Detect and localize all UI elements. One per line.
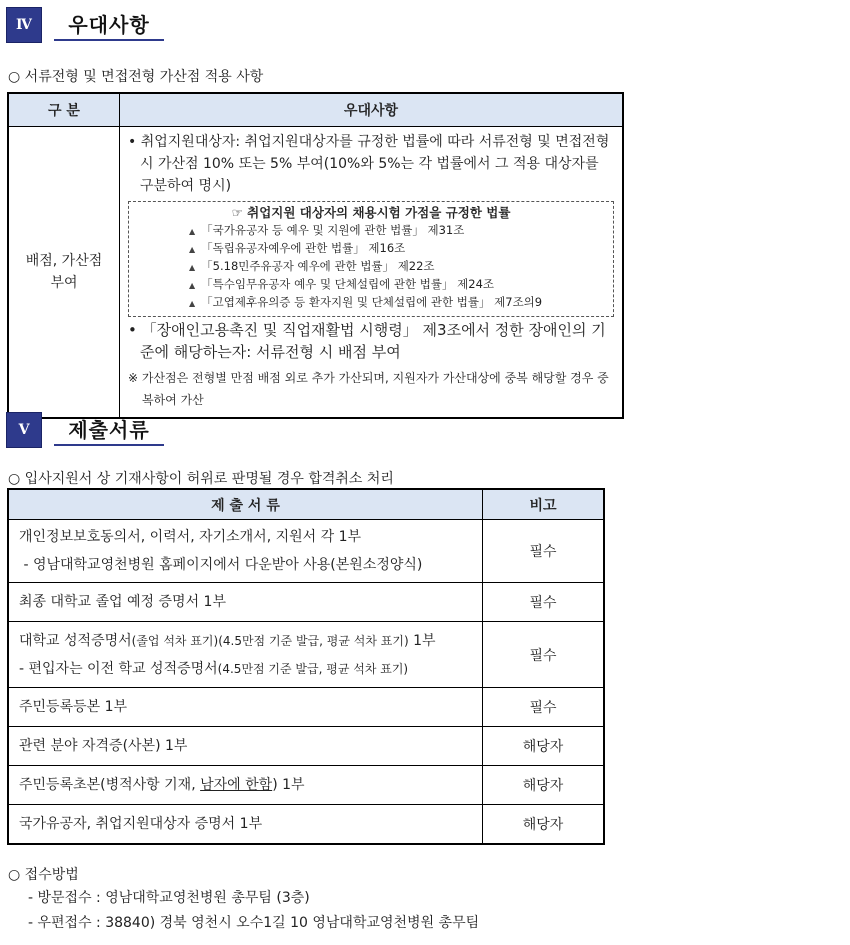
table-header-note: 비고 — [483, 489, 605, 520]
law-item: ▲ 「독립유공자예우에 관한 법률」 제16조 — [189, 241, 406, 255]
section-4-intro: ○ 서류전형 및 면접전형 가산점 적용 사항 — [8, 69, 264, 85]
requirement-cell: 해당자 — [483, 805, 605, 844]
requirement-cell: 해당자 — [483, 727, 605, 766]
bullet-veterans: • 취업지원대상자: 취업지원대상자를 규정한 법률에 따라 서류전형 및 면접전형 시 가산점 10% 또는 5% 부여(10%와 5%는 각 법률에서 그 적용 대상자를 구분하여 명시) — [128, 134, 610, 194]
section-4-header — [6, 7, 166, 43]
law-item: ▲ 「국가유공자 등 예우 및 지원에 관한 법률」 제31조 — [189, 223, 465, 237]
triangle-icon: ▲ — [189, 299, 196, 308]
document-cell: 최종 대학교 졸업 예정 증명서 1부 — [8, 583, 483, 622]
preference-table — [7, 92, 624, 419]
document-cell: 대학교 성적증명서(졸업 석차 표기)(4.5만점 기준 발급, 평균 석차 표기) 1부 - 편입자는 이전 학교 성적증명서(4.5만점 기준 발급, 평균 석차 표기) — [8, 622, 483, 688]
bullet-disability: • 「장애인고용촉진 및 직업재활법 시행령」 제3조에서 정한 장애인의 기준에 해당하는자: 서류전형 시 배점 부여 — [128, 321, 606, 361]
section-5-header — [6, 412, 166, 448]
document-cell: 국가유공자, 취업지원대상자 증명서 1부 — [8, 805, 483, 844]
requirement-cell: 해당자 — [483, 766, 605, 805]
document-cell: 주민등록초본(병적사항 기재, 남자에 한함) 1부 — [8, 766, 483, 805]
bonus-note: ※ 가산점은 전형별 만점 배점 외로 추가 가산되며, 지원자가 가산대상에 중복 해당할 경우 중복하여 가산 — [128, 371, 609, 407]
category-cell: 배점, 가산점 부여 — [8, 127, 120, 419]
triangle-icon: ▲ — [189, 263, 196, 272]
section-5-intro: ○ 입사지원서 상 기재사항이 허위로 판명될 경우 합격취소 처리 — [8, 471, 394, 487]
triangle-icon: ▲ — [189, 227, 196, 236]
requirement-cell: 필수 — [483, 520, 605, 583]
table-header-documents: 제 출 서 류 — [8, 489, 483, 520]
table-row — [8, 520, 604, 583]
section-number-badge: Ⅴ — [6, 412, 42, 448]
requirement-cell: 필수 — [483, 583, 605, 622]
reception-mail: - 우편접수 : 38840) 경북 영천시 오수1길 10 영남대학교영천병원 총무팀 — [28, 915, 480, 931]
table-row — [8, 727, 604, 766]
documents-table — [7, 488, 605, 845]
table-header-preference: 우대사항 — [120, 93, 624, 127]
law-box-title: ☞ 취업지원 대상자의 채용시험 가점을 규정한 법률 — [231, 205, 511, 220]
law-item: ▲ 「5.18민주유공자 예우에 관한 법률」 제22조 — [189, 259, 435, 273]
table-row — [8, 805, 604, 844]
reception-visit: - 방문접수 : 영남대학교영천병원 총무팀 (3층) — [28, 890, 310, 906]
document-cell: 주민등록등본 1부 — [8, 688, 483, 727]
table-row — [8, 688, 604, 727]
triangle-icon: ▲ — [189, 245, 196, 254]
table-row — [8, 583, 604, 622]
preference-cell — [120, 127, 624, 419]
law-list-box — [128, 201, 614, 317]
table-row — [8, 766, 604, 805]
triangle-icon: ▲ — [189, 281, 196, 290]
document-cell: 개인정보보호동의서, 이력서, 자기소개서, 지원서 각 1부 - 영남대학교영천병원 홈페이지에서 다운받아 사용(본원소정양식) — [8, 520, 483, 583]
document-cell: 관련 분야 자격증(사본) 1부 — [8, 727, 483, 766]
section-title: 우대사항 — [54, 7, 164, 41]
law-item: ▲ 「특수임무유공자 예우 및 단체설립에 관한 법률」 제24조 — [189, 277, 495, 291]
section-title: 제출서류 — [54, 412, 164, 446]
requirement-cell: 필수 — [483, 622, 605, 688]
table-header-category: 구 분 — [8, 93, 120, 127]
reception-title: ○ 접수방법 — [8, 867, 79, 883]
requirement-cell: 필수 — [483, 688, 605, 727]
section-number-badge: Ⅳ — [6, 7, 42, 43]
table-row — [8, 622, 604, 688]
law-item: ▲ 「고엽제후유의증 등 환자지원 및 단체설립에 관한 법률」 제7조의9 — [189, 295, 543, 309]
